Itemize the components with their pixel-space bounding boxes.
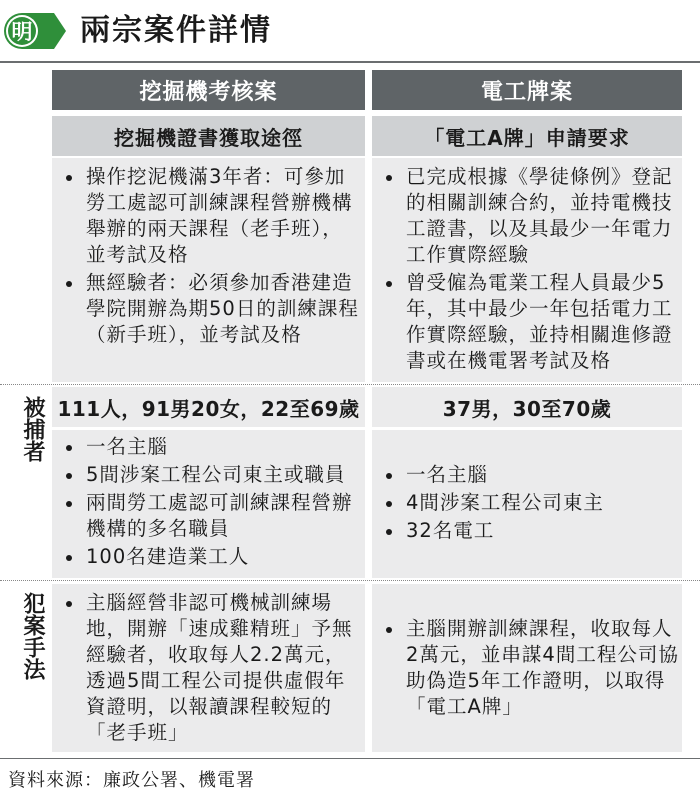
list-item: 兩間勞工處認可訓練課程營辦機構的多名職員	[62, 490, 362, 542]
list-item: 操作挖泥機滿3年者：可參加勞工處認可訓練課程營辦機構舉辦的兩天課程（老手班），並考試及格	[62, 164, 362, 268]
list-item: 無經驗者：必須參加香港建造學院開辦為期50日的訓練課程（新手班），並考試及格	[62, 270, 362, 348]
left-requirements-list	[62, 164, 362, 350]
arrested-label	[18, 396, 46, 462]
modus-label-text: 犯案手法	[20, 592, 45, 680]
footer-divider	[0, 758, 700, 759]
left-column-header: 挖掘機考核案	[52, 70, 365, 110]
left-modus-list	[62, 590, 362, 748]
right-modus-list	[382, 616, 680, 722]
title-bar	[0, 0, 700, 62]
right-subheader: 「電工A牌」申請要求	[372, 116, 682, 156]
ming-pao-logo	[2, 11, 68, 51]
list-item: 已完成根據《學徒條例》登記的相關訓練合約，並持電機技工證書，以及具最少一年電力工作實際經驗	[382, 164, 680, 268]
right-arrested-list	[382, 462, 680, 546]
list-item: 32名電工	[382, 518, 680, 544]
left-subheader: 挖掘機證書獲取途徑	[52, 116, 365, 156]
right-requirements-list	[382, 164, 680, 376]
logo-char: 明	[11, 20, 33, 44]
right-arrested-stat: 37男，30至70歲	[372, 387, 682, 427]
list-item: 4間涉案工程公司東主	[382, 490, 680, 516]
list-item: 一名主腦	[382, 462, 680, 488]
right-column-header: 電工牌案	[372, 70, 682, 110]
list-item: 主腦開辦訓練課程，收取每人2萬元，並串謀4間工程公司協助偽造5年工作證明，以取得「電工A牌」	[382, 616, 680, 720]
left-arrested-list	[62, 434, 362, 572]
modus-label	[18, 592, 46, 680]
list-item: 一名主腦	[62, 434, 362, 460]
list-item: 主腦經營非認可機械訓練場地，開辦「速成雞精班」予無經驗者，收取每人2.2萬元，透過5間工程公司提供虛假年資證明，以報讀課程較短的「老手班」	[62, 590, 362, 746]
title-divider	[0, 61, 700, 63]
arrested-label-text: 被捕者	[20, 396, 45, 462]
row-divider	[0, 384, 700, 385]
list-item: 100名建造業工人	[62, 544, 362, 570]
row-divider	[0, 580, 700, 581]
list-item: 曾受僱為電業工程人員最少5年，其中最少一年包括電力工作實際經驗，並持相關進修證書或在機電署考試及格	[382, 270, 680, 374]
list-item: 5間涉案工程公司東主或職員	[62, 462, 362, 488]
source-note: 資料來源：廉政公署、機電署	[8, 770, 255, 791]
page-title: 兩宗案件詳情	[80, 13, 272, 48]
left-arrested-stat: 111人，91男20女，22至69歲	[52, 387, 365, 427]
